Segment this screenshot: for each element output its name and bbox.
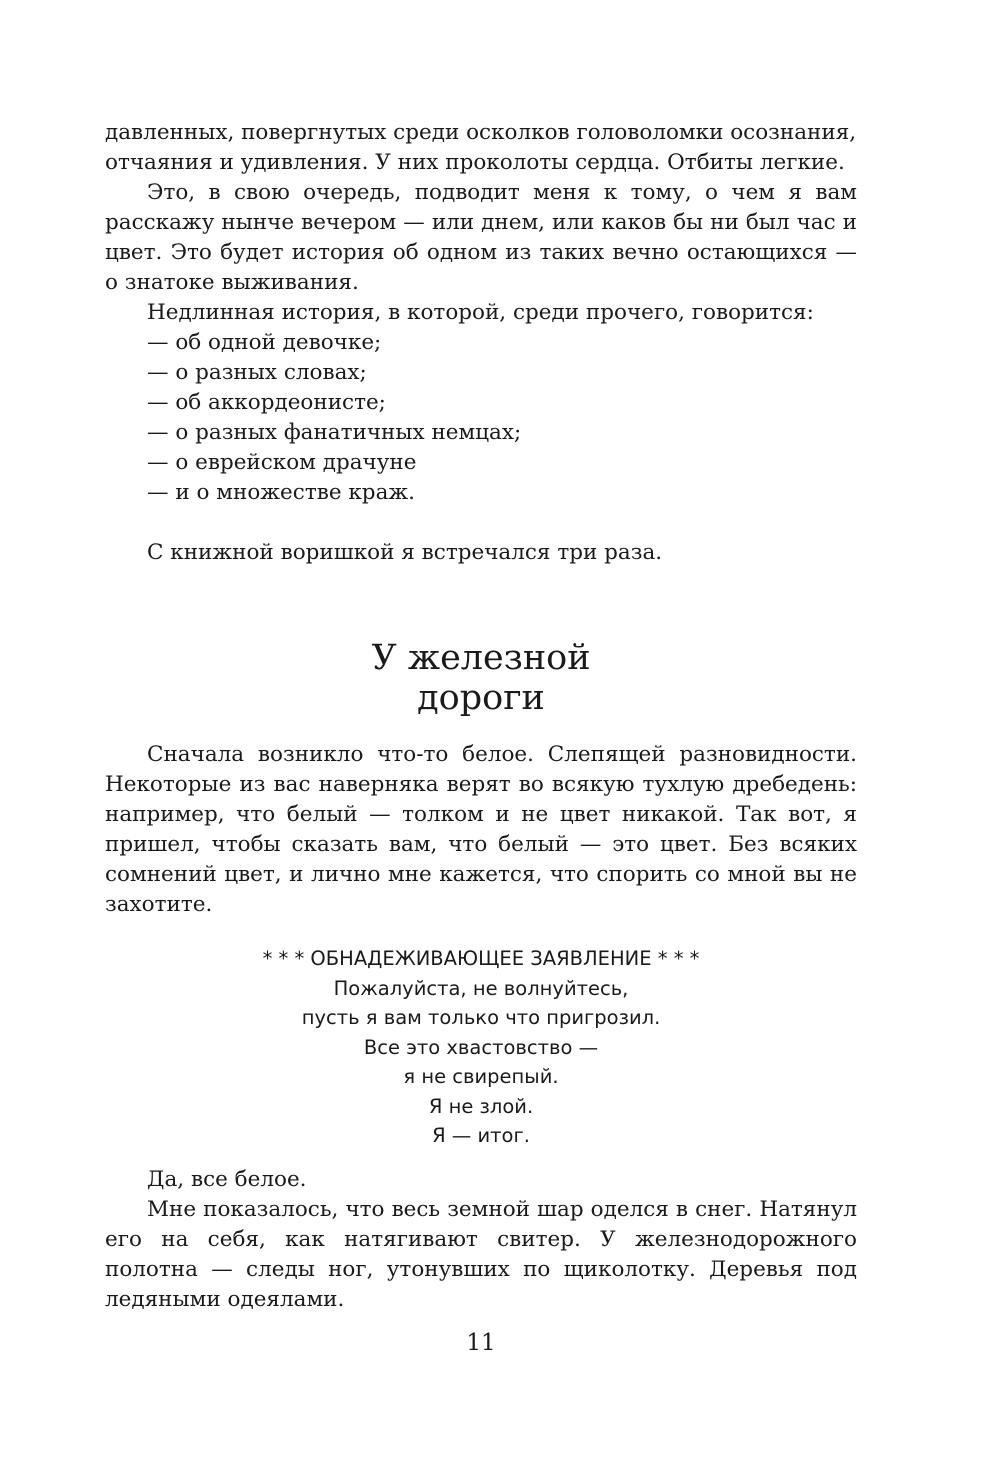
page-number: 11: [466, 1330, 496, 1356]
after-note-section: [105, 1165, 857, 1315]
list-item: — об аккордеонисте;: [147, 390, 386, 415]
paragraph: Сначала возникло что-то белое. Слепящей разновидности. Некоторые из вас наверняка верят во всякую тухлую дребедень: например, что белый — толком и не цвет никакой. Так вот, я пришел, чтобы сказать вам, что белый — это цвет. Без всяких сомнений цвет, и лично мне кажется, что спорить со мной вы не захотите.: [105, 742, 857, 917]
list-item: — об одной девочке;: [147, 330, 382, 355]
chapter-body: [105, 740, 857, 920]
chapter-title: [105, 638, 857, 718]
list-item: — и о множестве краж.: [147, 480, 416, 505]
list-item: — о разных словах;: [147, 360, 367, 385]
list-item: — о разных фанатичных немцах;: [147, 420, 522, 445]
note-line: Все это хвастовство —: [363, 1035, 599, 1059]
note-line: Я не злой.: [428, 1094, 534, 1118]
paragraph: Да, все белое.: [147, 1167, 307, 1192]
paragraph: Недлинная история, в которой, среди прочего, говорится:: [147, 300, 814, 325]
note-line: Пожалуйста, не волнуйтесь,: [333, 976, 629, 1000]
paragraph: С книжной воришкой я встречался три раза.: [147, 540, 663, 565]
paragraph: Мне показалось, что весь земной шар оделся в снег. Натянул его на себя, как натягивают свитер. У железнодорожного полотна — следы ног, утонувших по щиколотку. Деревья под ледяными одеялами.: [105, 1197, 857, 1312]
paragraph-continuation: [105, 118, 857, 178]
note-header: * * * ОБНАДЕЖИВАЮЩЕЕ ЗАЯВЛЕНИЕ * * *: [262, 947, 700, 970]
note-line: я не свирепый.: [403, 1065, 559, 1088]
note-line: Я — итог.: [432, 1124, 530, 1147]
note-line: пусть я вам только что пригрозил.: [301, 1006, 661, 1029]
spacer: [105, 508, 857, 538]
intro-section: [105, 118, 857, 568]
paragraph: Это, в свою очередь, подводит меня к тому, о чем я вам расскажу нынче вечером — или днем, или каков бы ни был час и цвет. Это будет история об одном из таких вечно остающихся — о знатоке выживания.: [105, 180, 857, 295]
paragraph-line: давленных, повергнутых среди осколков головоломки осознания,: [105, 120, 857, 145]
chapter-title-line: У железной: [371, 638, 591, 678]
reassuring-statement: [105, 944, 857, 1151]
paragraph-line: отчаяния и удивления. У них проколоты сердца. Отбиты легкие.: [105, 150, 845, 175]
list-item: — о еврейском драчуне: [147, 450, 417, 475]
chapter-title-line: дороги: [417, 678, 545, 718]
